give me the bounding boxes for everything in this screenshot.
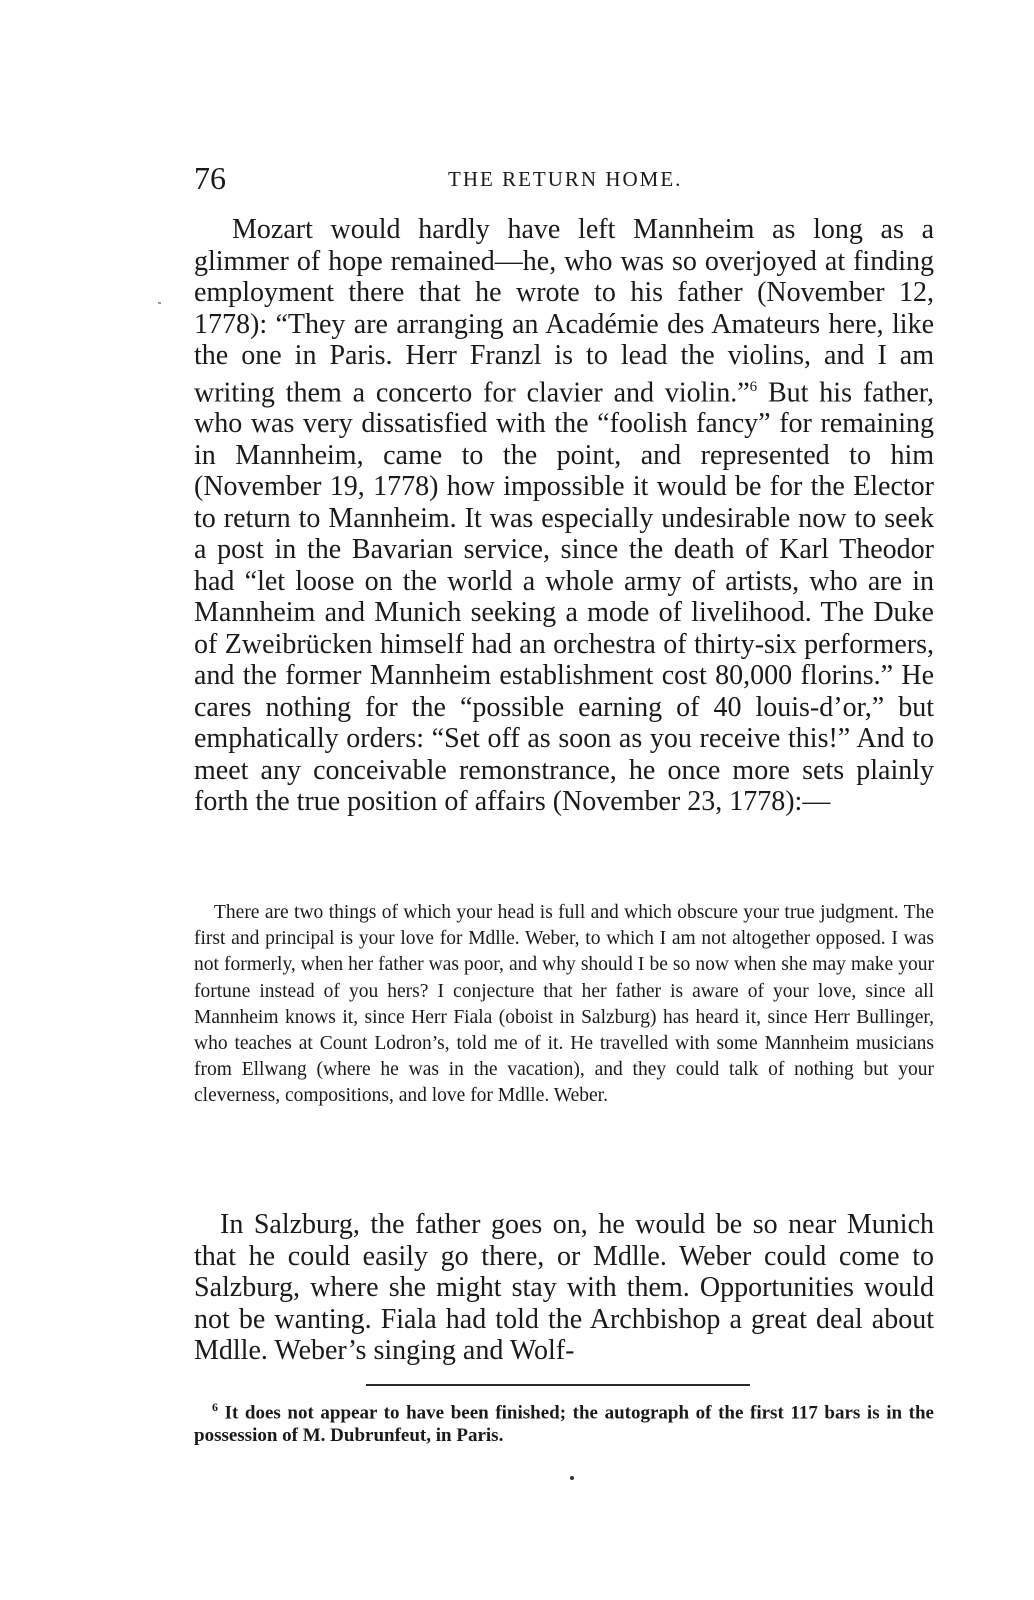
footnote	[194, 1396, 934, 1447]
letter-quotation: There are two things of which your head is full and which obscure your true judgment. The first and principal is your love for Mdlle. Weber, to which I am not altogether opposed. I was not formerly, when her father was poor, and why should I be so now when she may make your fortune instead of you hers? I conjecture that her father is aware of your love, since all Mannheim knows it, since Herr Fiala (oboist in Salzburg) has heard it, since Herr Bullinger, who teaches at Count Lodron’s, told me of it. He travelled with some Mannheim musicians from Ellwang (where he was in the vacation), and they could talk of nothing but your cleverness, compositions, and love for Mdlle. Weber.	[194, 902, 934, 1107]
footnote-text: It does not appear to have been finished; the autograph of the first 117 bars is in the possession of M. Dubrunfeut, in Paris.	[194, 1402, 934, 1447]
footnote-marker: 6	[212, 1400, 218, 1414]
running-title: THE RETURN HOME.	[448, 167, 683, 191]
body-paragraph-1	[194, 214, 934, 818]
paragraph-1-text-a: Mozart would hardly have left Mannheim as long as a glimmer of hope remained—he, who was so overjoyed at finding employment there that he wrote to his father (November 12, 1778): “They are arranging an Académie des Amateurs here, like the one in Paris. Herr Franzl is to lead the violins, and I am writing them a concerto for clavier and violin.”	[194, 214, 934, 408]
footnote-reference: 6	[749, 378, 758, 395]
paragraph-1-text-b: But his father, who was very dissatisfied with the “foolish fancy” for remaining in Mannheim, came to the point, and represented to him (November 19, 1778) how impossible it would be for the Elector to return to Mannheim. It was especially undesirable now to seek a post in the Bavarian service, since the death of Karl Theodor had “let loose on the world a whole army of artists, who are in Mannheim and Munich seeking a mode of livelihood. The Duke of Zweibrücken himself had an orchestra of thirty-six performers, and the former Mannheim establishment cost 80,000 florins.” He cares nothing for the “possible earning of 40 louis-d’or,” but emphatically orders: “Set off as soon as you receive this!” And to meet any conceivable remonstrance, he once more sets plainly forth the true position of affairs (November 23, 1778):—	[194, 376, 934, 818]
ink-speck	[570, 1476, 574, 1480]
page-header	[194, 158, 934, 198]
footnote-divider	[366, 1384, 750, 1386]
margin-mark	[158, 302, 161, 304]
body-paragraph-2: In Salzburg, the father goes on, he would be so near Munich that he could easily go there, or Mdlle. Weber could come to Salzburg, where she might stay with them. Opportunities would not be wanting. Fiala had told the Archbishop a great deal about Mdlle. Weber’s singing and Wolf-	[194, 1209, 934, 1366]
page-number: 76	[194, 160, 226, 196]
